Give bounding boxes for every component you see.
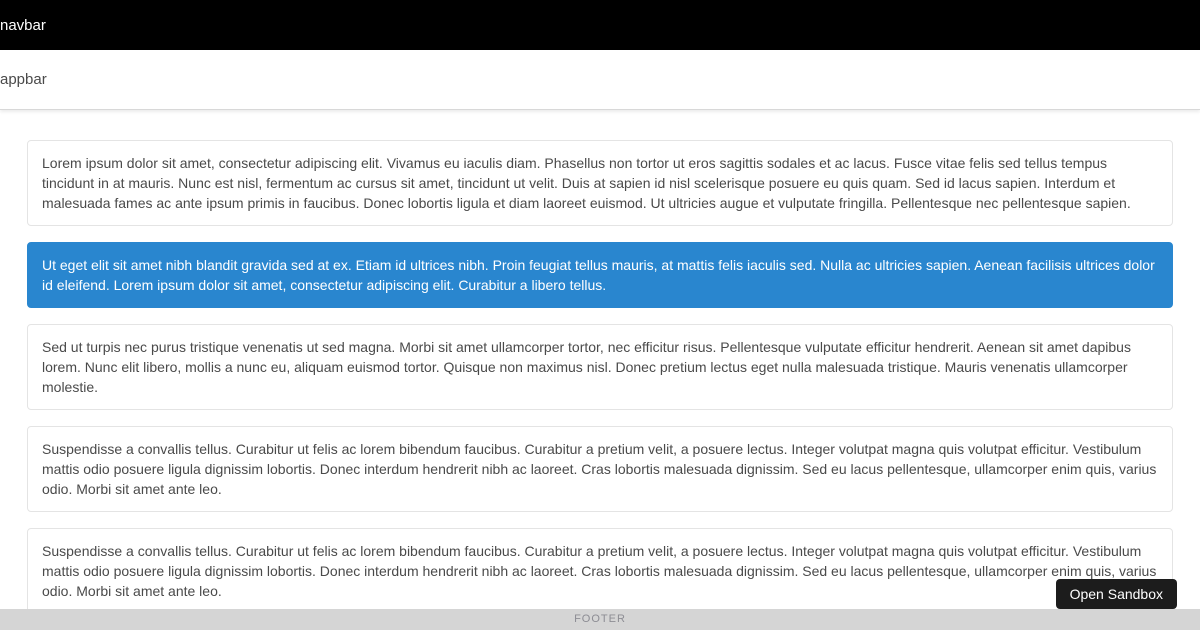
content-card-4 [27,426,1173,512]
appbar [0,50,1200,110]
appbar-label: appbar [0,71,47,88]
footer-label: FOOTER [574,613,626,625]
navbar [0,0,1200,50]
content-card-5 [27,528,1173,614]
card-text: Lorem ipsum dolor sit amet, consectetur adipiscing elit. Vivamus eu iaculis diam. Phasellus non tortor ut eros sagittis sodales et ac lacus. Fusce vitae felis sed tellus tempus tincidunt in at mauris. Nunc est nisl, fermentum ac cursus sit amet, tincidunt ut velit. Duis at sapien id nisl scelerisque posuere eu quis quam. Sed id lacus sapien. Interdum et malesuada fames ac ante ipsum primis in faucibus. Donec lobortis ligula et diam laoreet euismod. Ut ultricies augue et vulputate fringilla. Pellentesque nec pellentesque sapien. [42,155,1131,211]
card-text: Sed ut turpis nec purus tristique venenatis ut sed magna. Morbi sit amet ullamcorper tortor, nec efficitur risus. Pellentesque vulputate efficitur hendrerit. Aenean sit amet dapibus lorem. Nunc elit libero, mollis a nunc eu, aliquam euismod tortor. Quisque non maximus nisl. Donec pretium lectus eget nulla malesuada tristique. Mauris venenatis ullamcorper molestie. [42,339,1131,395]
main-content [0,110,1200,614]
footer [0,609,1200,630]
card-text: Ut eget elit sit amet nibh blandit gravida sed at ex. Etiam id ultrices nibh. Proin feugiat tellus mauris, at mattis felis iaculis sed. Nulla ac ultricies sapien. Aenean facilisis ultrices dolor id eleifend. Lorem ipsum dolor sit amet, consectetur adipiscing elit. Curabitur a libero tellus. [42,257,1155,293]
content-card-3 [27,324,1173,410]
card-text: Suspendisse a convallis tellus. Curabitur ut felis ac lorem bibendum faucibus. Curabitur a pretium velit, a posuere lectus. Integer volutpat magna quis volutpat efficitur. Vestibulum mattis odio posuere ligula dignissim lobortis. Donec interdum hendrerit nibh ac laoreet. Cras lobortis malesuada dignissim. Sed eu lacus pellentesque, ullamcorper enim quis, varius odio. Morbi sit amet ante leo. [42,543,1157,599]
open-sandbox-button[interactable]: Open Sandbox [1056,579,1177,609]
content-card-1 [27,140,1173,226]
navbar-label: navbar [0,16,46,34]
card-text: Suspendisse a convallis tellus. Curabitur ut felis ac lorem bibendum faucibus. Curabitur a pretium velit, a posuere lectus. Integer volutpat magna quis volutpat efficitur. Vestibulum mattis odio posuere ligula dignissim lobortis. Donec interdum hendrerit nibh ac laoreet. Cras lobortis malesuada dignissim. Sed eu lacus pellentesque, ullamcorper enim quis, varius odio. Morbi sit amet ante leo. [42,441,1157,497]
content-card-2-highlighted [27,242,1173,308]
